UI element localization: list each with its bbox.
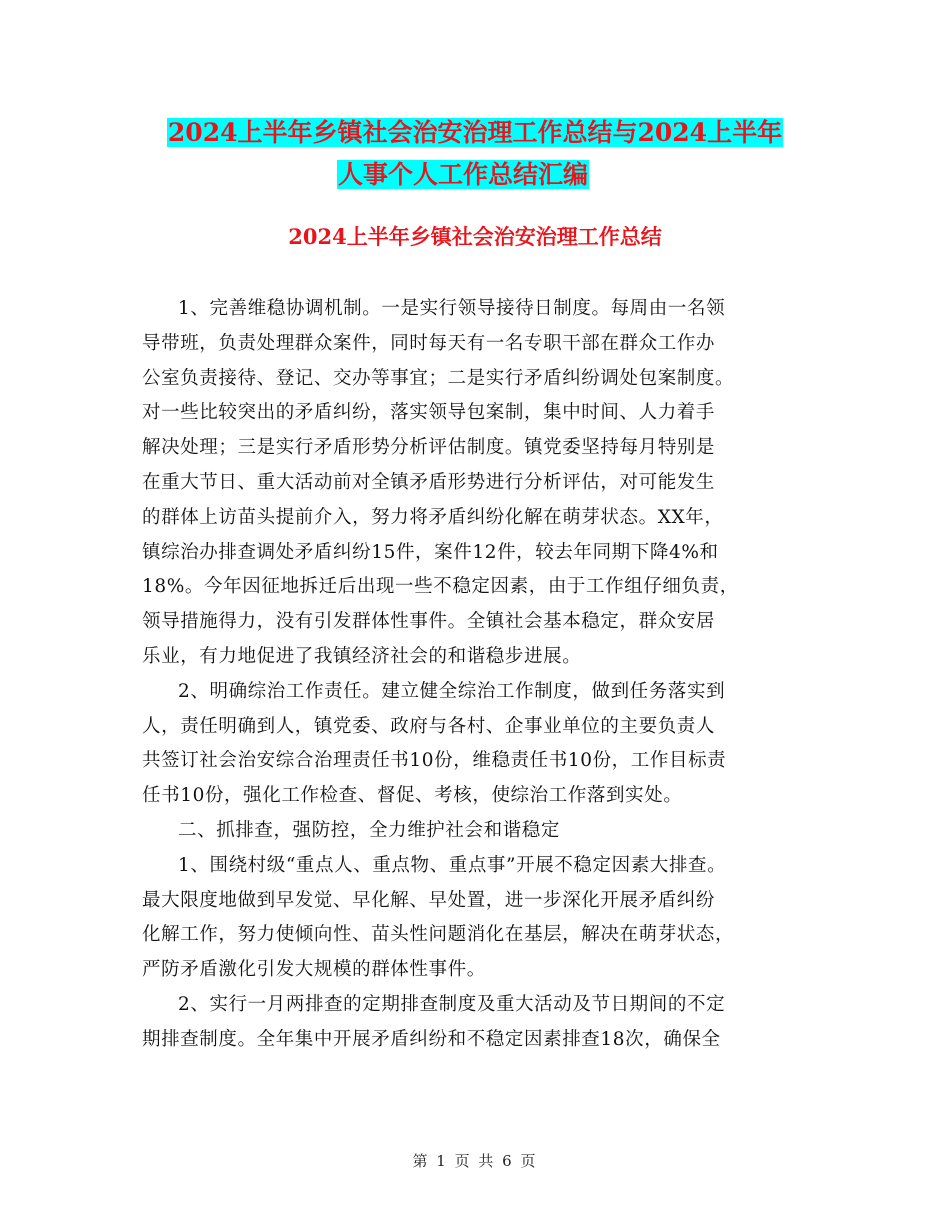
body-line: 公室负责接待、登记、交办等事宜；二是实行矛盾纠纷调处包案制度。: [142, 367, 735, 389]
body-line: 领导措施得力，没有引发群体性事件。全镇社会基本稳定，群众安居: [142, 611, 716, 633]
body-line: 共签订社会治安综合治理责任书10份，维稳责任书10份，工作目标责: [142, 750, 727, 772]
body-text: [142, 292, 822, 1058]
title-highlight-2: 人事个人工作总结汇编: [337, 160, 588, 189]
body-line: 18%。今年因征地拆迁后出现一些不稳定因素，由于工作组仔细负责，: [142, 576, 739, 598]
body-line: 2、实行一月两排查的定期排查制度及重大活动及节日期间的不定: [178, 993, 726, 1015]
body-line: 人，责任明确到人，镇党委、政府与各村、企事业单位的主要负责人: [142, 715, 716, 737]
section-heading-line: 二、抓排查，强防控，全力维护社会和谐稳定: [178, 819, 561, 841]
page-footer: 第 1 页 共 6 页: [412, 1152, 538, 1170]
body-line: 化解工作，努力使倾向性、苗头性问题消化在基层，解决在萌芽状态，: [142, 924, 735, 946]
document-title-line-2: [0, 154, 938, 195]
body-line: 乐业，有力地促进了我镇经济社会的和谐稳步进展。: [142, 645, 582, 667]
body-line: 任书10份，强化工作检查、督促、考核，使综治工作落到实处。: [142, 785, 683, 807]
body-line: 的群体上访苗头提前介入，努力将矛盾纠纷化解在萌芽状态。XX年，: [142, 506, 724, 528]
document-title-line-1: [0, 112, 950, 153]
section-title: 2024上半年乡镇社会治安治理工作总结: [288, 224, 662, 249]
title-highlight-1: 2024上半年乡镇社会治安治理工作总结与2024上半年: [167, 118, 783, 147]
body-line: 镇综治办排查调处矛盾纠纷15件，案件12件，较去年同期下降4%和: [142, 541, 719, 563]
body-line: 解决处理；三是实行矛盾形势分析评估制度。镇党委坚持每月特别是: [142, 437, 716, 459]
body-line: 1、围绕村级“重点人、重点物、重点事”开展不稳定因素大排查。: [178, 854, 727, 876]
body-line: 对一些比较突出的矛盾纠纷，落实领导包案制，集中时间、人力着手: [142, 402, 716, 424]
body-line: 最大限度地做到早发觉、早化解、早处置，进一步深化开展矛盾纠纷: [142, 889, 716, 911]
body-line: 2、明确综治工作责任。建立健全综治工作制度，做到任务落实到: [178, 680, 726, 702]
body-line: 在重大节日、重大活动前对全镇矛盾形势进行分析评估，对可能发生: [142, 471, 716, 493]
body-line: 导带班，负责处理群众案件，同时每天有一名专职干部在群众工作办: [142, 332, 716, 354]
body-line: 1、完善维稳协调机制。一是实行领导接待日制度。每周由一名领: [178, 298, 726, 319]
body-line: 期排查制度。全年集中开展矛盾纠纷和不稳定因素排查18次，确保全: [142, 1028, 721, 1050]
body-line: 严防矛盾激化引发大规模的群体性事件。: [142, 959, 486, 981]
